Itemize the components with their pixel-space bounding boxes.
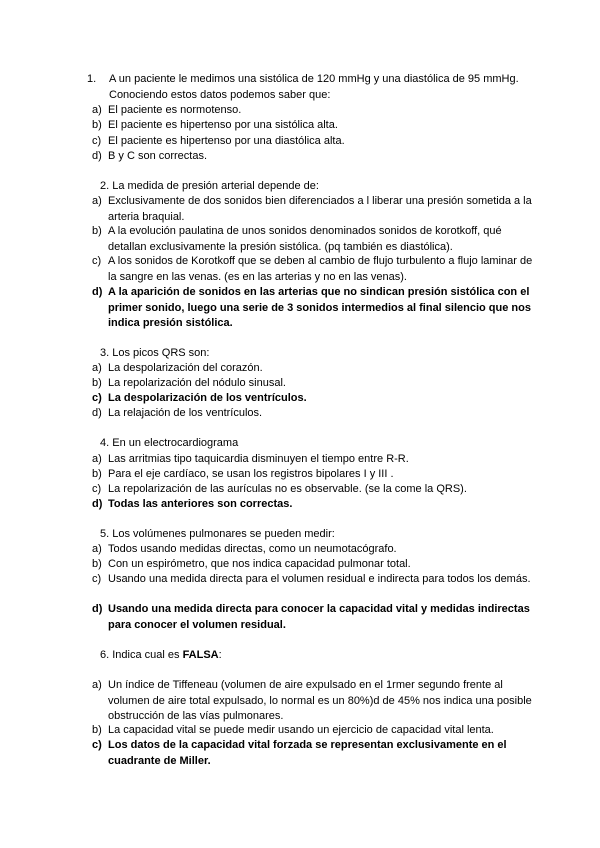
question-6-stem: 6. Indica cual es FALSA: [100, 649, 222, 661]
question-5-option-c: c) Usando una medida directa para el volumen residual e indirecta para todos los demás. [92, 573, 531, 585]
question-6-option-b: b) La capacidad vital se puede medir usando un ejercicio de capacidad vital lenta. [92, 724, 494, 736]
question-5-option-a: a) Todos usando medidas directas, como un neumotacógrafo. [92, 543, 397, 555]
question-3-stem: 3. Los picos QRS son: [100, 347, 210, 359]
question-1-option-d: d) B y C son correctas. [92, 150, 208, 162]
question-4-option-b: b) Para el eje cardíaco, se usan los registros bipolares I y III . [92, 468, 394, 480]
question-2-option-a: a) Exclusivamente de dos sonidos bien diferenciados a l liberar una presión sometida a la arteria braquial. [92, 195, 532, 223]
question-2-option-d: d) A la aparición de sonidos en las arterias que no sindican presión sistólica con el primer sonido, luego una serie de 3 sonidos intermedios al final silencio que nos indica presión sistólica. [92, 286, 531, 329]
question-4-stem: 4. En un electrocardiograma [100, 437, 239, 449]
question-5-option-d: d) Usando una medida directa para conocer la capacidad vital y medidas indirectas para conocer el volumen residual. [92, 603, 530, 631]
question-1-stem-line2: Conociendo estos datos podemos saber que: [109, 89, 331, 101]
question-4-option-d: d) Todas las anteriores son correctas. [92, 498, 293, 510]
question-6-option-c: c) Los datos de la capacidad vital forzada se representan exclusivamente en el cuadrante de Miller. [92, 739, 507, 767]
question-1-option-a: a) El paciente es normotenso. [92, 104, 242, 116]
question-3-option-d: d) La relajación de los ventrículos. [92, 407, 263, 419]
question-2-stem: 2. La medida de presión arterial depende de: [100, 180, 319, 192]
question-2-option-b: b) A la evolución paulatina de unos sonidos denominados sonidos de korotkoff, qué detallan exclusivamente la presión sistólica. (pq también es diastólica). [92, 225, 502, 253]
question-1-option-b: b) El paciente es hipertenso por una sistólica alta. [92, 119, 338, 131]
question-4-option-c: c) La repolarización de las aurículas no es observable. (se la come la QRS). [92, 483, 467, 495]
question-4-option-a: a) Las arritmias tipo taquicardia disminuyen el tiempo entre R-R. [92, 453, 409, 465]
question-1-option-c: c) El paciente es hipertenso por una diastólica alta. [92, 135, 345, 147]
question-6-option-a: a) Un índice de Tiffeneau (volumen de aire expulsado en el 1rmer segundo frente al volumen de aire total expulsado, lo normal es un 80%)d de 45% nos indica una posible obstrucción de las vías pulmonares. [92, 679, 532, 722]
question-6-falsa: FALSA [182, 649, 219, 661]
question-3-option-a: a) La despolarización del corazón. [92, 362, 263, 374]
question-3-option-c: c) La despolarización de los ventrículos. [92, 392, 307, 404]
question-2-option-c: c) A los sonidos de Korotkoff que se deben al cambio de flujo turbulento a flujo laminar de la sangre en las venas. (es en las arterias y no en las venas). [92, 255, 533, 283]
question-1-number: 1. [87, 73, 97, 85]
question-5-option-b: b) Con un espirómetro, que nos indica capacidad pulmonar total. [92, 558, 411, 570]
question-5-stem: 5. Los volúmenes pulmonares se pueden medir: [100, 528, 335, 540]
question-3-option-b: b) La repolarización del nódulo sinusal. [92, 377, 286, 389]
question-1-stem-line1: A un paciente le medimos una sistólica de 120 mmHg y una diastólica de 95 mmHg. [109, 73, 519, 85]
